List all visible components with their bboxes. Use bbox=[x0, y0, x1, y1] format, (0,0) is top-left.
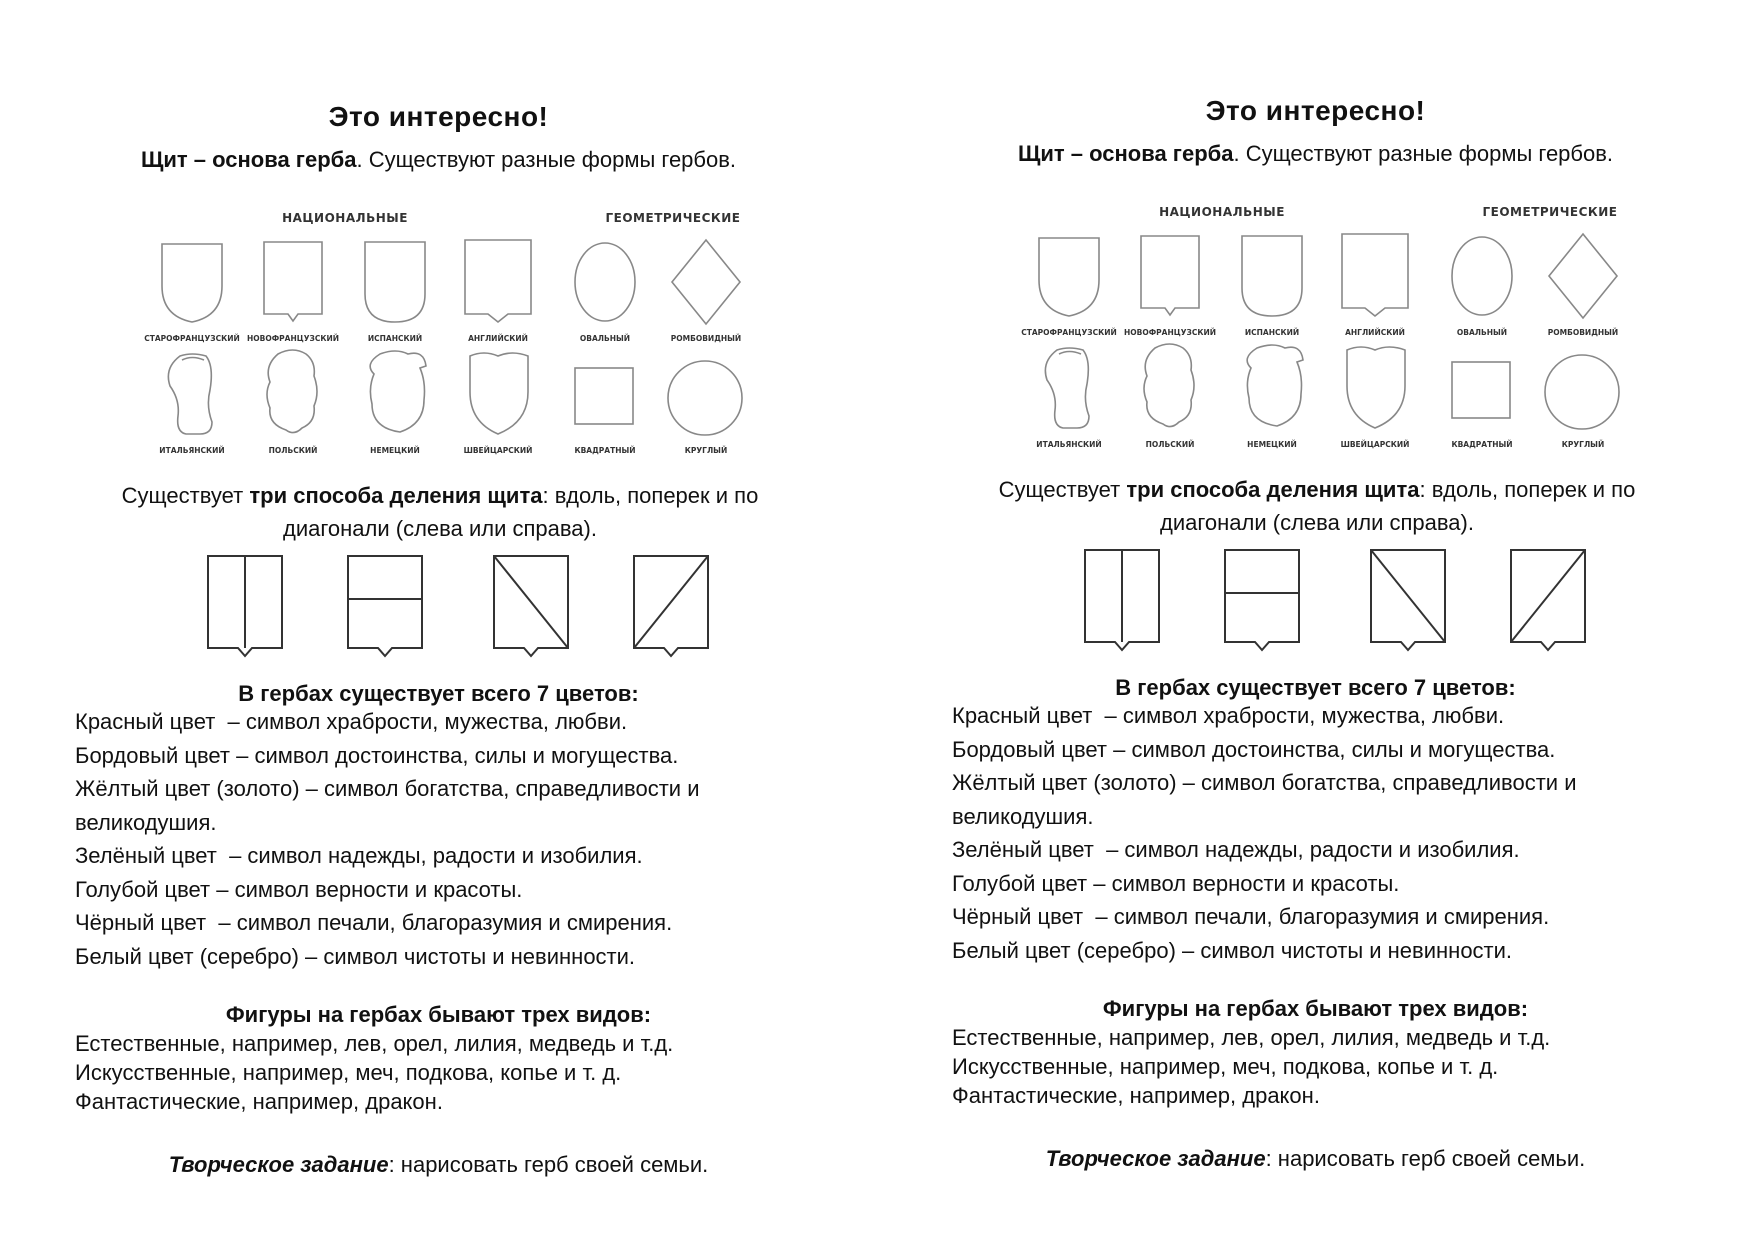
caption-oval: ОВАЛЬНЫЙ bbox=[579, 334, 631, 343]
polish-shield bbox=[1144, 344, 1194, 427]
square-shield bbox=[575, 368, 633, 424]
geometric-group-label: ГЕОМЕТРИЧЕСКИЕ bbox=[1482, 205, 1618, 219]
figure-item: Фантастические, например, дракон. bbox=[75, 1089, 443, 1114]
division-prefix: Существует bbox=[121, 483, 250, 508]
intro-bold: Щит – основа герба bbox=[140, 147, 357, 172]
caption-square: КВАДРАТНЫЙ bbox=[1451, 440, 1513, 449]
division-diagonal-right-shield bbox=[634, 556, 708, 656]
old-french-shield bbox=[162, 244, 222, 322]
caption-round: КРУГЛЫЙ bbox=[1561, 440, 1605, 449]
german-shield bbox=[1247, 345, 1303, 426]
caption-new-french: НОВОФРАНЦУЗСКИЙ bbox=[246, 334, 340, 343]
division-horizontal-shield bbox=[1225, 550, 1299, 650]
color-item: Бордовый цвет – символ достоинства, силы и могущества. bbox=[952, 736, 1556, 762]
color-item: Белый цвет (серебро) – символ чистоты и невинности. bbox=[952, 937, 1513, 963]
oval-shield bbox=[575, 243, 635, 321]
division-horizontal-shield bbox=[348, 556, 422, 656]
task-rest: : нарисовать герб своей семьи. bbox=[1265, 1146, 1586, 1171]
caption-polish: ПОЛЬСКИЙ bbox=[268, 446, 318, 455]
division-diagonal-left-shield bbox=[494, 556, 568, 656]
colors-list bbox=[952, 699, 1692, 967]
shield-shapes-figure bbox=[877, 194, 1754, 454]
new-french-shield bbox=[264, 242, 322, 321]
intro-rest: . Существуют разные формы гербов. bbox=[356, 147, 737, 172]
intro-text bbox=[0, 147, 877, 173]
division-bold: три способа деления щита bbox=[1126, 477, 1420, 502]
polish-shield bbox=[267, 350, 317, 433]
figure-item: Естественные, например, лев, орел, лилия, медведь и т.д. bbox=[952, 1025, 1551, 1050]
task-bold: Творческое задание bbox=[168, 1152, 389, 1177]
color-item: Жёлтый цвет (золото) – символ богатства, справедливости и великодушия. bbox=[952, 770, 1583, 829]
figure-item: Фантастические, например, дракон. bbox=[952, 1083, 1320, 1108]
national-group-label: НАЦИОНАЛЬНЫЕ bbox=[1159, 205, 1285, 219]
division-prefix: Существует bbox=[998, 477, 1127, 502]
color-item: Красный цвет – символ храбрости, мужества, любви. bbox=[75, 709, 628, 734]
division-diagonal-right-shield bbox=[1511, 550, 1585, 650]
color-item: Белый цвет (серебро) – символ чистоты и невинности. bbox=[75, 943, 636, 969]
caption-rhombus: РОМБОВИДНЫЙ bbox=[1547, 328, 1619, 337]
caption-italian: ИТАЛЬЯНСКИЙ bbox=[1036, 440, 1102, 449]
spanish-shield bbox=[1242, 236, 1302, 316]
division-rest: : вдоль, поперек и по диагонали (слева или справа). bbox=[1160, 477, 1636, 535]
colors-list bbox=[75, 705, 815, 973]
caption-new-french: НОВОФРАНЦУЗСКИЙ bbox=[1123, 328, 1217, 337]
caption-oval: ОВАЛЬНЫЙ bbox=[1456, 328, 1508, 337]
shield-division-figure bbox=[877, 548, 1754, 658]
caption-rhombus: РОМБОВИДНЫЙ bbox=[670, 334, 742, 343]
caption-square: КВАДРАТНЫЙ bbox=[574, 446, 636, 455]
old-french-shield bbox=[1039, 238, 1099, 316]
caption-swiss: ШВЕЙЦАРСКИЙ bbox=[1340, 440, 1410, 449]
page-title: Это интересно! bbox=[328, 101, 549, 132]
swiss-shield bbox=[1347, 347, 1405, 428]
division-vertical-shield bbox=[208, 556, 282, 656]
page-right bbox=[877, 0, 1754, 1241]
page-content bbox=[877, 0, 1754, 1235]
caption-old-french: СТАРОФРАНЦУЗСКИЙ bbox=[144, 334, 240, 343]
figures-list bbox=[75, 1029, 835, 1116]
geometric-group-label: ГЕОМЕТРИЧЕСКИЕ bbox=[605, 211, 741, 225]
color-item: Голубой цвет – символ верности и красоты. bbox=[952, 870, 1400, 896]
english-shield bbox=[465, 240, 531, 322]
oval-shield bbox=[1452, 237, 1512, 315]
color-item: Чёрный цвет – символ печали, благоразумия и смирения. bbox=[75, 910, 673, 935]
square-shield bbox=[1452, 362, 1510, 418]
division-vertical-shield bbox=[1085, 550, 1159, 650]
task-rest: : нарисовать герб своей семьи. bbox=[388, 1152, 709, 1177]
caption-german: НЕМЕЦКИЙ bbox=[1247, 440, 1297, 449]
division-rest: : вдоль, поперек и по диагонали (слева или справа). bbox=[283, 483, 759, 541]
task-bold: Творческое задание bbox=[1045, 1146, 1266, 1171]
division-diagonal-left-shield bbox=[1371, 550, 1445, 650]
caption-polish: ПОЛЬСКИЙ bbox=[1145, 440, 1195, 449]
figure-item: Искусственные, например, меч, подкова, копье и т. д. bbox=[75, 1060, 622, 1085]
caption-swiss: ШВЕЙЦАРСКИЙ bbox=[463, 446, 533, 455]
division-text bbox=[967, 473, 1667, 539]
english-shield bbox=[1342, 234, 1408, 316]
color-item: Бордовый цвет – символ достоинства, силы и могущества. bbox=[75, 742, 679, 768]
rhombus-shield bbox=[672, 240, 740, 324]
color-item: Чёрный цвет – символ печали, благоразумия и смирения. bbox=[952, 904, 1550, 929]
intro-text bbox=[877, 141, 1754, 167]
round-shield bbox=[1545, 355, 1619, 429]
caption-old-french: СТАРОФРАНЦУЗСКИЙ bbox=[1021, 328, 1117, 337]
caption-spanish: ИСПАНСКИЙ bbox=[1244, 328, 1300, 337]
division-text bbox=[90, 479, 790, 545]
shield-division-figure bbox=[0, 554, 877, 664]
creative-task bbox=[0, 1152, 877, 1178]
figure-item: Естественные, например, лев, орел, лилия, медведь и т.д. bbox=[75, 1031, 674, 1056]
caption-german: НЕМЕЦКИЙ bbox=[370, 446, 420, 455]
intro-rest: . Существуют разные формы гербов. bbox=[1233, 141, 1614, 166]
german-shield bbox=[370, 351, 426, 432]
intro-bold: Щит – основа герба bbox=[1017, 141, 1234, 166]
caption-english: АНГЛИЙСКИЙ bbox=[1345, 328, 1405, 337]
national-group-label: НАЦИОНАЛЬНЫЕ bbox=[282, 211, 408, 225]
caption-spanish: ИСПАНСКИЙ bbox=[367, 334, 423, 343]
figures-heading: Фигуры на гербах бывают трех видов: bbox=[225, 1002, 652, 1027]
division-bold: три способа деления щита bbox=[249, 483, 543, 508]
italian-shield bbox=[1045, 348, 1089, 428]
rhombus-shield bbox=[1549, 234, 1617, 318]
swiss-shield bbox=[470, 353, 528, 434]
caption-italian: ИТАЛЬЯНСКИЙ bbox=[159, 446, 225, 455]
spanish-shield bbox=[365, 242, 425, 322]
color-item: Голубой цвет – символ верности и красоты. bbox=[75, 876, 523, 902]
color-item: Зелёный цвет – символ надежды, радости и изобилия. bbox=[75, 843, 643, 868]
page-title: Это интересно! bbox=[1205, 95, 1426, 126]
color-item: Жёлтый цвет (золото) – символ богатства, справедливости и великодушия. bbox=[75, 776, 706, 835]
color-item: Красный цвет – символ храбрости, мужества, любви. bbox=[952, 703, 1505, 728]
caption-english: АНГЛИЙСКИЙ bbox=[468, 334, 528, 343]
creative-task bbox=[877, 1146, 1754, 1172]
colors-heading: В гербах существует всего 7 цветов: bbox=[1115, 675, 1516, 700]
colors-heading: В гербах существует всего 7 цветов: bbox=[238, 681, 639, 706]
italian-shield bbox=[168, 354, 212, 434]
round-shield bbox=[668, 361, 742, 435]
new-french-shield bbox=[1141, 236, 1199, 315]
figure-item: Искусственные, например, меч, подкова, копье и т. д. bbox=[952, 1054, 1499, 1079]
caption-round: КРУГЛЫЙ bbox=[684, 446, 728, 455]
shield-shapes-figure bbox=[0, 200, 877, 460]
color-item: Зелёный цвет – символ надежды, радости и изобилия. bbox=[952, 837, 1520, 862]
figures-list bbox=[952, 1023, 1712, 1110]
figures-heading: Фигуры на гербах бывают трех видов: bbox=[1102, 996, 1529, 1021]
